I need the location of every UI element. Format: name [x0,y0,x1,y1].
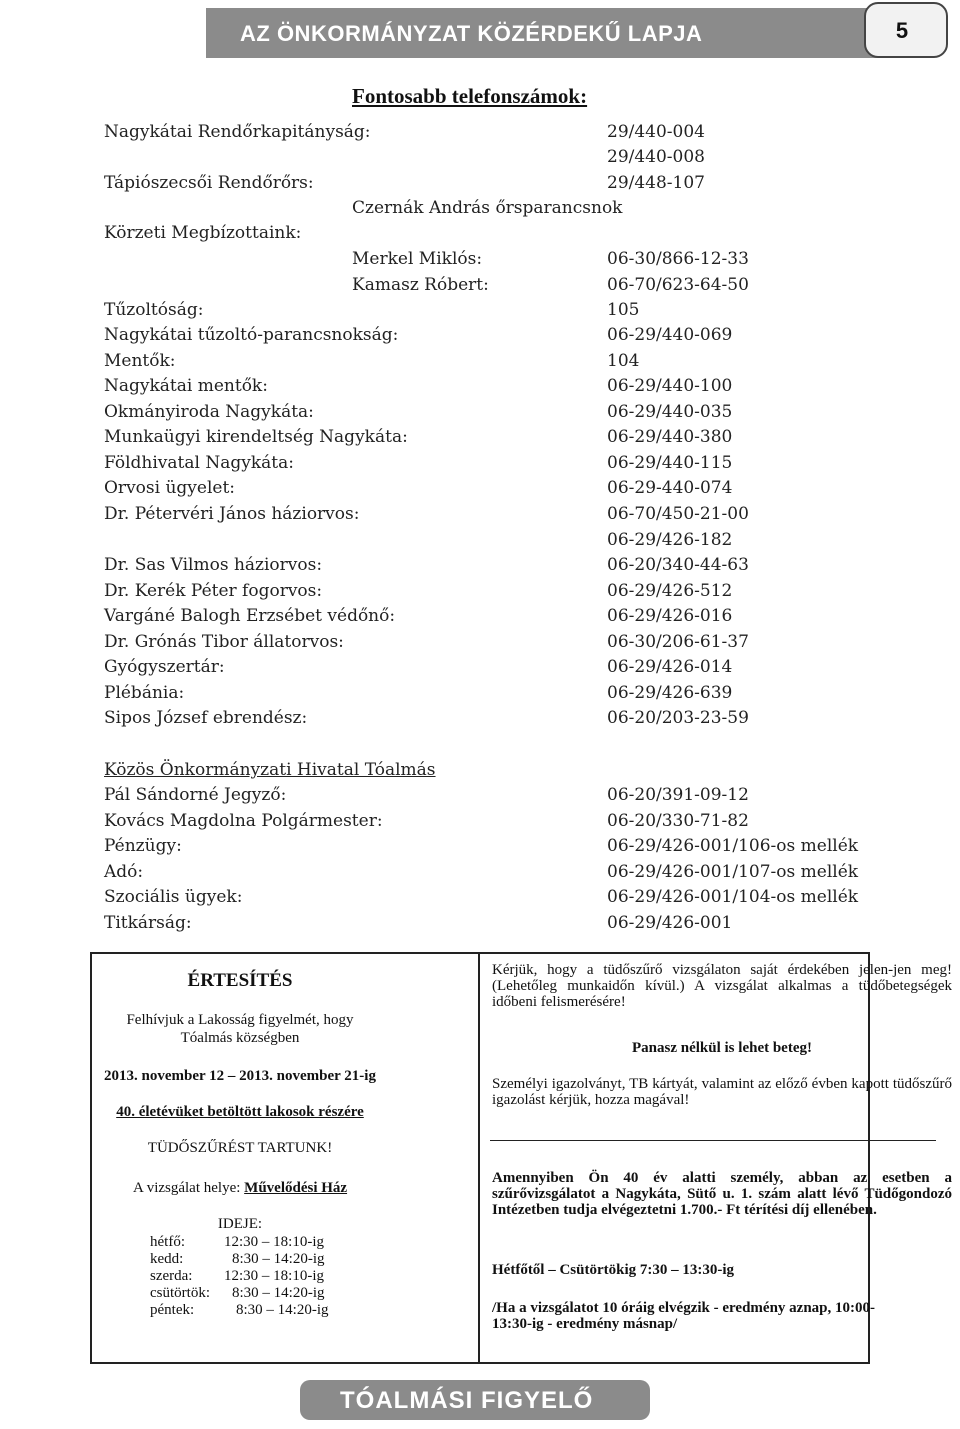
phone-label: Dr. Pétervéri János háziorvos: [104,504,360,524]
phone-label: Dr. Sas Vilmos háziorvos: [104,555,323,575]
phone-number: 06-29/440-115 [607,453,733,473]
schedule-day: kedd: [150,1251,184,1267]
phone-label: Mentők: [104,351,176,371]
phone-number: 06-20/203-23-59 [607,708,749,728]
schedule-time: 12:30 – 18:10-ig [224,1234,324,1250]
page-number-box [864,2,948,58]
schedule-day: csütörtök: [150,1285,210,1301]
notice-place-value: Művelődési Ház [244,1180,348,1196]
phone-number: 29/448-107 [607,173,705,193]
phone-number: 06-29/440-069 [607,325,733,345]
office-number: 06-29/426-001/104-os mellék [607,887,859,907]
notice-place-label: A vizsgálat helye: [132,1180,245,1196]
office-label: Pál Sándorné Jegyző: [104,785,287,805]
phone-label: Nagykátai Rendőrkapitányság: [104,122,371,142]
office-number: 06-29/426-001 [607,913,733,933]
phone-label: Körzeti Megbízottaink: [104,223,302,243]
schedule-day: péntek: [150,1302,195,1318]
phone-label: Tűzoltóság: [104,300,204,320]
office-number: 06-29/426-001/106-os mellék [607,836,859,856]
phone-number: 29/440-008 [607,147,705,167]
office-number: 06-29/426-001/107-os mellék [607,862,859,882]
phone-number: 06-29-440-074 [607,478,733,498]
notice-action: TÜDŐSZŰRÉST TARTUNK! [147,1140,333,1156]
notice-right-paragraph2: Személyi igazolványt, TB kártyát, valamint az előző évben kapott tüdőszűrő igazolást kérjük, hozza magával! [492,1076,952,1108]
notice-right-paragraph1: Kérjük, hogy a tüdőszűrő vizsgálaton saját érdekében jelen-jen meg! (Lehetőleg munkaidőn kívül.) A vizsgálat alkalmas a tüdőbetegségek időbeni felismerésére! [492,962,952,1010]
notice-right-result: /Ha a vizsgálatot 10 óráig elvégzik - eredmény aznap, 10:00-13:30-ig - eredmény másnap/ [492,1300,875,1332]
notice-right-paragraph3: Amennyiben Ön 40 év alatti személy, abban az esetben a szűrővizsgálatot a Nagykáta, Sütő u. 1. szám alatt lévő Tüdőgondozó Intézetben tudja elvégeztetni 1.700.- Ft térítési díj ellenében. [492,1170,952,1218]
notice-dates: 2013. november 12 – 2013. november 21-ig [104,1068,376,1084]
notice-hours-title: IDEJE: [217,1216,263,1232]
phone-label: Gyógyszertár: [104,657,225,677]
phone-number: 06-70/623-64-50 [607,275,749,295]
header-banner [206,8,930,58]
phone-label: Nagykátai mentők: [104,376,268,396]
phone-number: 06-30/206-61-37 [607,632,749,652]
phone-label: Okmányiroda Nagykáta: [104,402,314,422]
office-title: Közös Önkormányzati Hivatal Tóalmás [104,760,436,780]
phone-sublabel: Czernák András őrsparancsnok [352,198,623,218]
phone-number: 06-29/426-016 [607,606,733,626]
footer-title: TÓALMÁSI FIGYELŐ [340,1387,594,1414]
phone-label: Dr. Grónás Tibor állatorvos: [104,632,344,652]
publication-title: AZ ÖNKORMÁNYZAT KÖZÉRDEKŰ LAPJA [240,21,703,46]
phone-sublabel: Merkel Miklós: [352,249,483,269]
schedule-day: szerda: [150,1268,193,1284]
office-label: Szociális ügyek: [104,887,243,907]
phone-number: 29/440-004 [607,122,705,142]
notice-slogan: Panasz nélkül is lehet beteg! [632,1040,812,1056]
phone-label: Plébánia: [104,683,185,703]
phone-number: 06-70/450-21-00 [607,504,749,524]
phone-number: 06-20/340-44-63 [607,555,749,575]
schedule-day: hétfő: [150,1234,185,1250]
schedule-time: 8:30 – 14:20-ig [236,1302,329,1318]
schedule-time: 12:30 – 18:10-ig [224,1268,324,1284]
phone-number: 06-29/426-182 [607,530,733,550]
phone-number: 06-29/440-100 [607,376,733,396]
notice-right-hours: Hétfőtől – Csütörtökig 7:30 – 13:30-ig [492,1262,735,1278]
phones-title: Fontosabb telefonszámok: [352,84,588,108]
phone-number: 06-29/426-014 [607,657,733,677]
notice-audience: 40. életévüket betöltött lakosok részére [116,1104,364,1120]
footer-banner [300,1380,650,1420]
phone-number: 104 [607,351,640,371]
phone-number: 06-29/426-639 [607,683,733,703]
phone-label: Tápiószecsői Rendőrőrs: [104,173,314,193]
phone-label: Orvosi ügyelet: [104,478,236,498]
office-label: Titkárság: [104,913,192,933]
phone-number: 06-30/866-12-33 [607,249,749,269]
office-number: 06-20/330-71-82 [607,811,749,831]
phone-label: Nagykátai tűzoltó-parancsnokság: [104,325,399,345]
notice-title: ÉRTESÍTÉS [187,970,293,991]
notice-divider [478,952,480,1364]
phone-label: Vargáné Balogh Erzsébet védőnő: [104,606,396,626]
phone-label: Földhivatal Nagykáta: [104,453,294,473]
phone-number: 06-29/440-380 [607,427,733,447]
office-label: Adó: [104,862,144,882]
phone-number: 105 [607,300,640,320]
phone-sublabel: Kamasz Róbert: [352,275,489,295]
office-label: Kovács Magdolna Polgármester: [104,811,383,831]
phone-label: Sipos József ebrendész: [104,708,308,728]
phone-number: 06-29/440-035 [607,402,733,422]
phone-label: Munkaügyi kirendeltség Nagykáta: [104,427,408,447]
phone-label: Dr. Kerék Péter fogorvos: [104,581,323,601]
page-number: 5 [895,18,909,43]
office-number: 06-20/391-09-12 [607,785,749,805]
notice-right-separator [490,1140,936,1141]
office-label: Pénzügy: [104,836,182,856]
schedule-time: 8:30 – 14:20-ig [232,1251,325,1267]
notice-intro-line1: Felhívjuk a Lakosság figyelmét, hogy [126,1012,354,1028]
schedule-time: 8:30 – 14:20-ig [232,1285,325,1301]
notice-intro-line2: Tóalmás községben [180,1030,300,1046]
notice-place [92,1180,388,1197]
phone-number: 06-29/426-512 [607,581,733,601]
